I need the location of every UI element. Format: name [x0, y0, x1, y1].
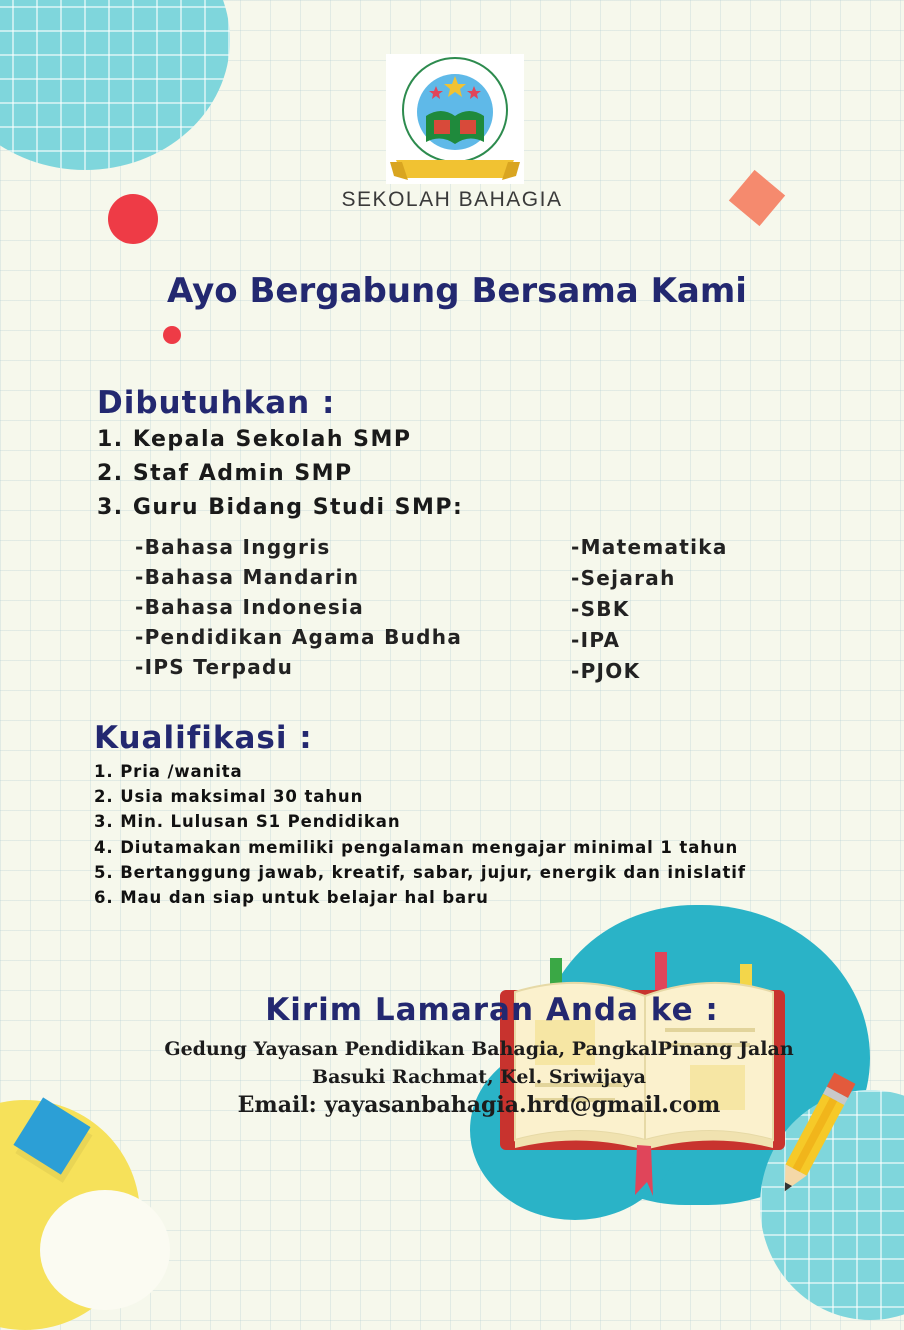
- subject-item: -SBK: [571, 597, 630, 621]
- subject-item: -IPA: [571, 628, 621, 652]
- subject-item: -Bahasa Mandarin: [135, 565, 360, 589]
- page-headline: Ayo Bergabung Bersama Kami: [167, 271, 747, 311]
- subject-item: -Matematika: [571, 535, 728, 559]
- decor-white-blob: [40, 1190, 170, 1310]
- apply-heading: Kirim Lamaran Anda ke :: [265, 992, 719, 1028]
- need-item: 2. Staf Admin SMP: [97, 461, 353, 486]
- need-item: 3. Guru Bidang Studi SMP:: [97, 495, 464, 520]
- decor-red-dot-small: [163, 326, 181, 344]
- qualification-item: 4. Diutamakan memiliki pengalaman mengajar minimal 1 tahun: [94, 838, 739, 857]
- qualification-item: 3. Min. Lulusan S1 Pendidikan: [94, 812, 401, 831]
- needs-heading: Dibutuhkan :: [97, 385, 336, 421]
- qualification-item: 6. Mau dan siap untuk belajar hal baru: [94, 888, 489, 907]
- need-item: 1. Kepala Sekolah SMP: [97, 427, 412, 452]
- decor-grid-blob-top-left: [0, 0, 230, 170]
- qualification-item: 1. Pria /wanita: [94, 762, 243, 781]
- subject-item: -Sejarah: [571, 566, 676, 590]
- school-crest-logo: [386, 54, 524, 184]
- school-name: SEKOLAH BAHAGIA: [341, 188, 563, 211]
- subject-item: -PJOK: [571, 659, 641, 683]
- subject-item: -Bahasa Inggris: [135, 535, 331, 559]
- subject-item: -IPS Terpadu: [135, 655, 294, 679]
- pencil-illustration: [762, 1070, 862, 1210]
- address-line: Gedung Yayasan Pendidikan Bahagia, PangkalPinang Jalan: [164, 1038, 794, 1060]
- qualification-item: 5. Bertanggung jawab, kreatif, sabar, jujur, energik dan inislatif: [94, 863, 746, 882]
- email-address: Email: yayasanbahagia.hrd@gmail.com: [237, 1092, 721, 1118]
- qualification-item: 2. Usia maksimal 30 tahun: [94, 787, 364, 806]
- qualifications-heading: Kualifikasi :: [94, 720, 313, 756]
- subject-item: -Bahasa Indonesia: [135, 595, 365, 619]
- subject-item: -Pendidikan Agama Budha: [135, 625, 463, 649]
- address-line: Basuki Rachmat, Kel. Sriwijaya: [312, 1066, 646, 1088]
